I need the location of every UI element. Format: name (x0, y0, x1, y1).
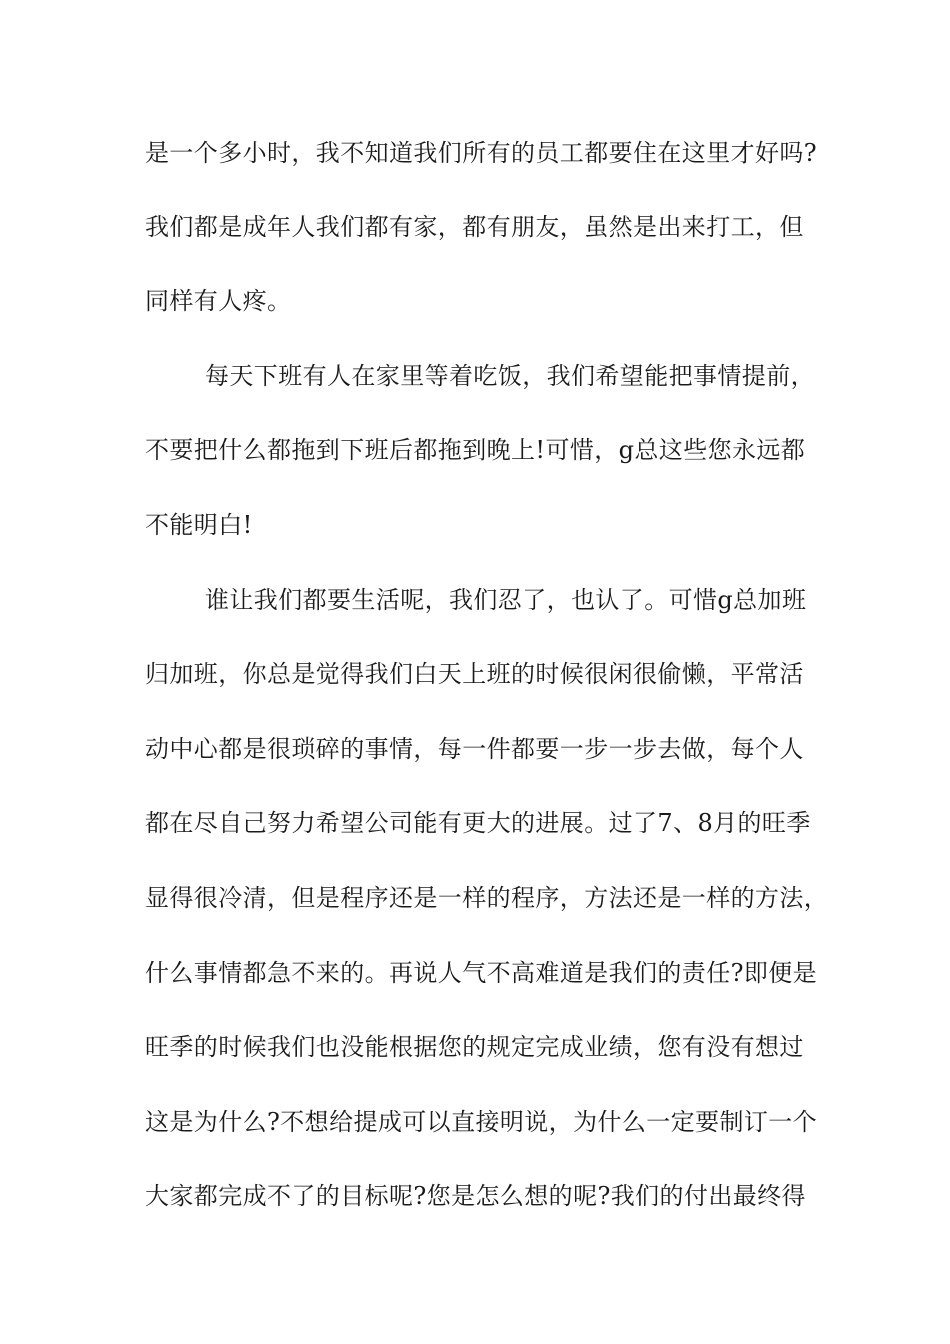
text-line-6: 不能明白! (145, 511, 253, 539)
text-line-5: 不要把什么都拖到下班后都拖到晚上!可惜，g总这些您永远都 (145, 436, 806, 464)
text-line-13: 旺季的时候我们也没能根据您的规定完成业绩，您有没有想过 (145, 1033, 804, 1061)
text-line-7: 谁让我们都要生活呢，我们忍了，也认了。可惜g总加班 (205, 586, 807, 614)
text-line-1: 是一个多小时，我不知道我们所有的员工都要住在这里才好吗? (145, 139, 818, 167)
text-line-9: 动中心都是很琐碎的事情，每一件都要一步一步去做，每个人 (145, 735, 804, 763)
text-line-4: 每天下班有人在家里等着吃饭，我们希望能把事情提前， (205, 362, 815, 390)
text-line-11: 显得很冷清，但是程序还是一样的程序，方法还是一样的方法， (145, 884, 829, 912)
text-line-3: 同样有人疼。 (145, 287, 292, 315)
text-line-10: 都在尽自己努力希望公司能有更大的进展。过了7、8月的旺季 (145, 809, 811, 837)
text-line-8: 归加班，你总是觉得我们白天上班的时候很闲很偷懒，平常活 (145, 660, 804, 688)
text-line-2: 我们都是成年人我们都有家，都有朋友，虽然是出来打工，但 (145, 213, 804, 241)
text-line-14: 这是为什么?不想给提成可以直接明说，为什么一定要制订一个 (145, 1108, 818, 1136)
text-line-12: 什么事情都急不来的。再说人气不高难道是我们的责任?即便是 (145, 959, 818, 987)
text-line-15: 大家都完成不了的目标呢?您是怎么想的呢?我们的付出最终得 (145, 1182, 806, 1210)
